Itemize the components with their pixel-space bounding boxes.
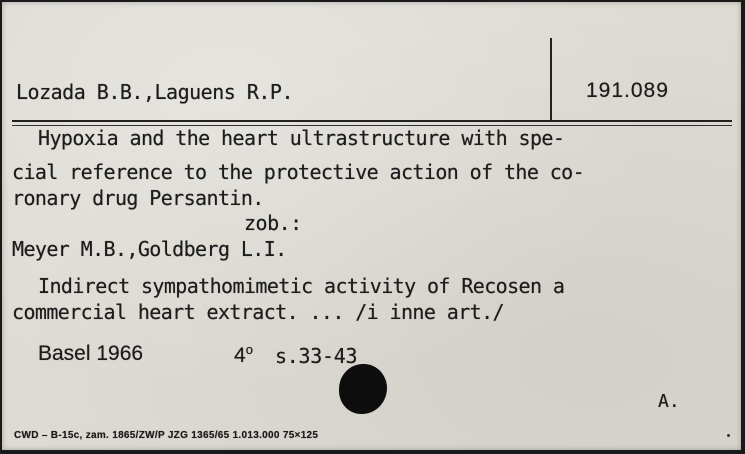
ink-blot	[339, 364, 387, 414]
title2-line-2: commercial heart extract. ... /i inne art./	[12, 300, 504, 324]
place-year: Basel 1966	[38, 342, 144, 365]
title2-line-1: Indirect sympathomimetic activity of Recosen a	[38, 274, 565, 298]
mark-a: A.	[658, 391, 680, 412]
title-line-1: Hypoxia and the heart ultrastructure with spe-	[38, 126, 565, 150]
format-number: 4	[234, 344, 246, 367]
call-number: 191.089	[586, 79, 669, 102]
title-line-2: cial reference to the protective action of the co-	[12, 160, 585, 184]
authors-2: Meyer M.B.,Goldberg L.I.	[12, 237, 287, 261]
catalog-card	[2, 2, 741, 450]
title-line-3: ronary drug Persantin.	[12, 186, 264, 210]
format-superscript: o	[245, 342, 253, 357]
authors: Lozada B.B.,Laguens R.P.	[16, 80, 293, 104]
pages: s.33-43	[275, 344, 358, 368]
format	[234, 342, 253, 368]
speck	[727, 434, 730, 437]
horizontal-divider	[12, 120, 732, 122]
vertical-divider	[550, 38, 552, 122]
zob-label: zob.:	[244, 211, 302, 235]
footer-print: CWD – B-15c, zam. 1865/ZW/P JZG 1365/65 1.013.000 75×125	[14, 430, 319, 441]
